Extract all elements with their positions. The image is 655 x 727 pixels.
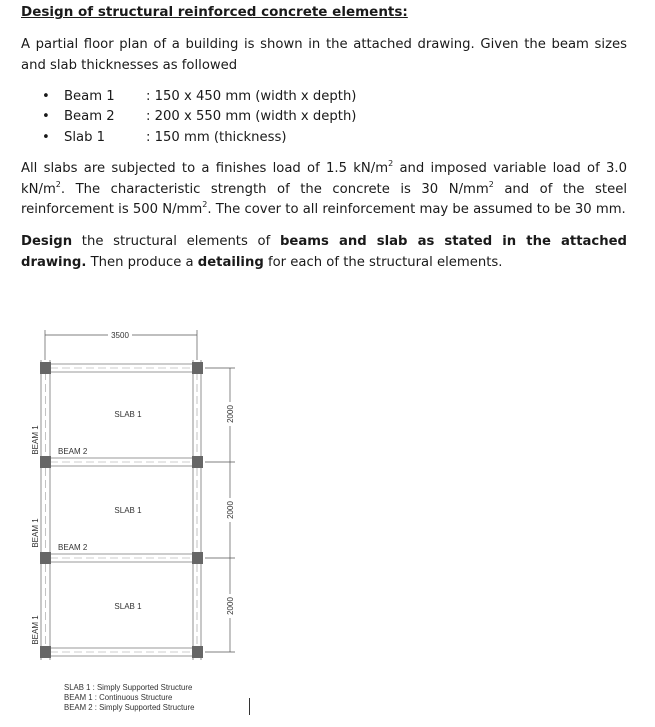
beam1-label: BEAM 1 <box>31 518 40 548</box>
beam1-label: BEAM 1 <box>31 425 40 455</box>
element-spec: : 200 x 550 mm (width x depth) <box>146 109 357 124</box>
task-paragraph: Design the structural elements of beams and slab as stated in the attached drawing. Then produce a detailing for each of the structural elements. <box>21 234 627 270</box>
legend-item: SLAB 1 : Simply Supported Structure <box>64 683 193 692</box>
beam2-label: BEAM 2 <box>58 543 88 552</box>
span-dimension: 2000 <box>226 597 235 615</box>
slab-label: SLAB 1 <box>114 506 142 515</box>
bullet-icon: • <box>42 130 50 145</box>
element-name: Slab 1 <box>64 130 106 145</box>
bullet-icon: • <box>42 89 50 104</box>
slab-label: SLAB 1 <box>114 602 142 611</box>
loads-paragraph: All slabs are subjected to a finishes load of 1.5 $kN/m^2$ and imposed variable load of 3.0 $kN/m^2$. The characteristic strength of the concrete is 30 $N/mm^2$ and of the steel reinforcement is 500 $N/mm^2$. The cover to all reinforcement may be assumed to be 30 mm. <box>21 159 627 217</box>
slab-label: SLAB 1 <box>114 410 142 419</box>
legend-item: BEAM 2 : Simply Supported Structure <box>64 703 195 712</box>
beam2-label: BEAM 2 <box>58 447 88 456</box>
legend-item: BEAM 1 : Continuous Structure <box>64 693 173 702</box>
floor-plan-drawing <box>0 320 655 720</box>
width-dimension: 3500 <box>111 331 129 340</box>
element-name: Beam 1 <box>64 89 115 104</box>
bullet-icon: • <box>42 109 50 124</box>
text-cursor <box>249 698 250 715</box>
element-spec: : 150 x 450 mm (width x depth) <box>146 89 357 104</box>
element-name: Beam 2 <box>64 109 115 124</box>
span-dimension: 2000 <box>226 501 235 519</box>
element-spec: : 150 mm (thickness) <box>146 130 287 145</box>
span-dimension: 2000 <box>226 405 235 423</box>
beam1-label: BEAM 1 <box>31 615 40 645</box>
intro-paragraph: A partial floor plan of a building is shown in the attached drawing. Given the beam sizes and slab thicknesses as followed <box>21 37 627 73</box>
document-title: Design of structural reinforced concrete elements: <box>21 4 408 20</box>
